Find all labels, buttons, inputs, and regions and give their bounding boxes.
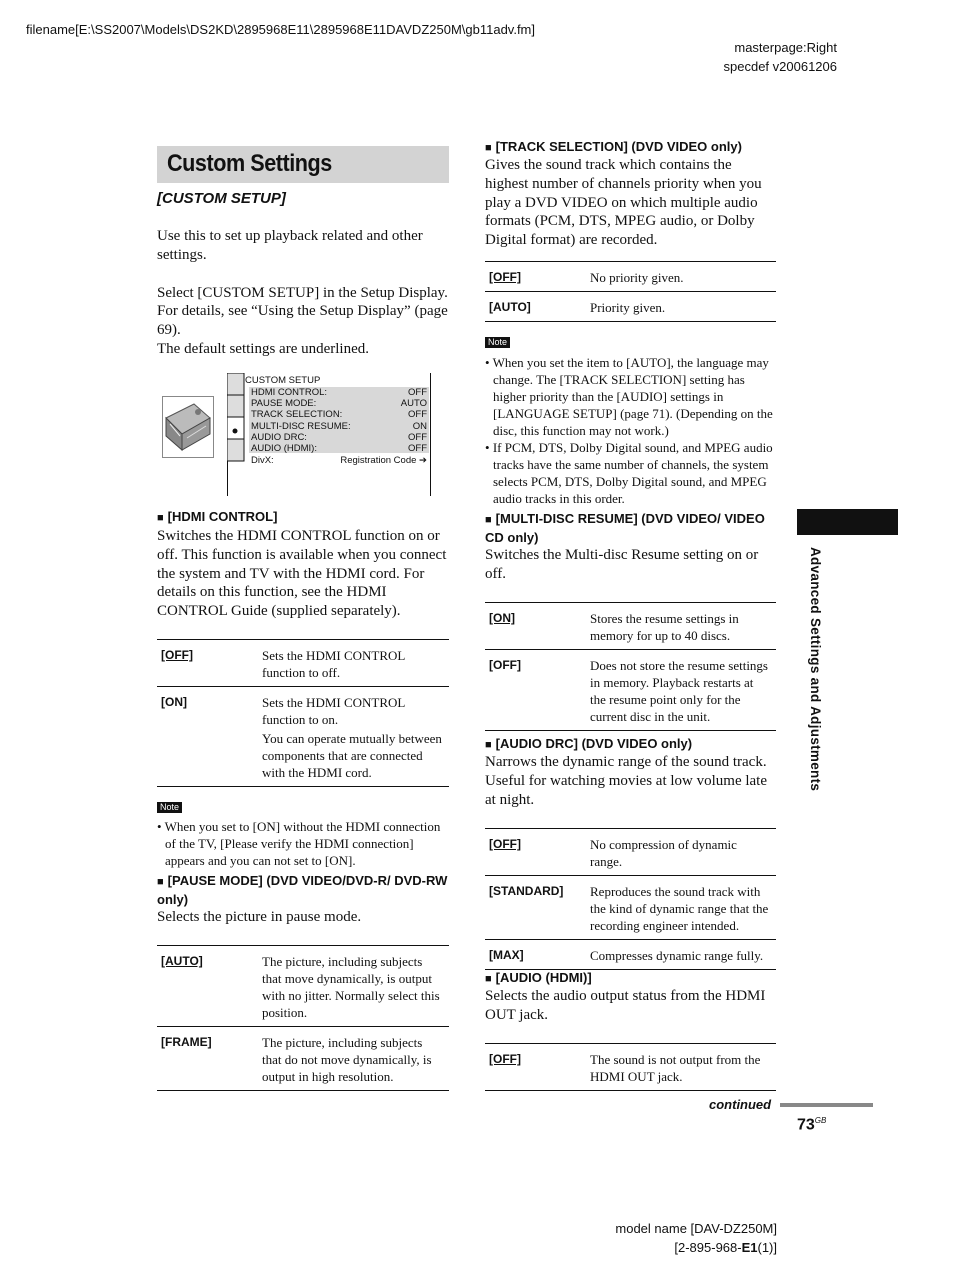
osd-row: TRACK SELECTION: OFF xyxy=(251,409,427,420)
page-title: Custom Settings xyxy=(167,150,332,177)
custom-setup-icon xyxy=(162,396,214,458)
header-filename: filename[E:\SS2007\Models\DS2KD\2895968E11\2895968E11DAVDZ250M\gb11adv.fm] xyxy=(26,22,535,37)
list-item: • If PCM, DTS, Dolby Digital sound, and MPEG audio tracks have the same number of channels, the system selects PCM, DTS, Dolby Digital sound, and MPEG audio tracks in this order. xyxy=(485,440,773,506)
continued-label: continued xyxy=(709,1097,772,1112)
intro-p1: Use this to set up playback related and other settings. xyxy=(157,228,423,263)
footer xyxy=(615,1219,777,1257)
table-row: [OFF] Does not store the resume settings in memory. Playback restarts at the resume point only for the current disc in the unit. xyxy=(485,650,776,731)
osd-row: DivX: Registration Code ➔ xyxy=(251,455,427,466)
audio-hdmi-heading: ■ [AUDIO (HDMI)] xyxy=(485,970,592,985)
table-row: [FRAME] The picture, including subjects that do not move dynamically, is output in high resolution. xyxy=(157,1027,449,1091)
table-row: [STANDARD] Reproduces the sound track with the kind of dynamic range that the recording engineer intended. xyxy=(485,876,776,940)
intro xyxy=(157,227,449,359)
note-badge: Note xyxy=(157,802,182,813)
audio-drc-desc: Narrows the dynamic range of the sound track. Useful for watching movies at low volume late at night. xyxy=(485,754,768,808)
multi-disc-table xyxy=(485,602,776,731)
intro-p2-l3: The default settings are underlined. xyxy=(157,340,370,357)
track-selection-desc: Gives the sound track which contains the highest number of channels priority when you play a DVD VIDEO on which multiple audio formats (PCM, DTS, MPEG audio, or Dolby Digital format) are recorded. xyxy=(485,157,762,249)
table-row: [OFF] The sound is not output from the HDMI OUT jack. xyxy=(485,1044,776,1091)
osd-panel xyxy=(245,375,431,467)
audio-drc-table xyxy=(485,828,776,970)
osd-row: AUDIO (HDMI): OFF xyxy=(251,443,427,454)
multi-disc-desc: Switches the Multi-disc Resume setting on or off. xyxy=(485,547,759,582)
hdmi-control-heading: ■ [HDMI CONTROL] xyxy=(157,509,278,524)
table-row: [OFF] No priority given. xyxy=(485,262,776,292)
audio-hdmi-table xyxy=(485,1043,776,1091)
pause-mode-heading: ■ [PAUSE MODE] (DVD VIDEO/DVD-R/ DVD-RW only) xyxy=(157,873,448,907)
audio-drc-heading: ■ [AUDIO DRC] (DVD VIDEO only) xyxy=(485,736,693,751)
osd-row: MULTI-DISC RESUME: ON xyxy=(251,421,427,432)
table-row: [MAX] Compresses dynamic range fully. xyxy=(485,940,776,970)
section-subtitle: [CUSTOM SETUP] xyxy=(157,190,286,207)
table-row: [OFF] No compression of dynamic range. xyxy=(485,829,776,876)
hdmi-control-table xyxy=(157,639,449,787)
custom-setup-osd xyxy=(227,373,431,496)
track-selection-heading: ■ [TRACK SELECTION] (DVD VIDEO only) xyxy=(485,139,742,154)
page-number: $73^{GB}$ xyxy=(797,1116,827,1134)
footer-code: [2-895-968-E1(1)] xyxy=(674,1240,777,1255)
header-masterpage: masterpage:Right xyxy=(734,40,837,55)
footer-model: model name [DAV-DZ250M] xyxy=(615,1221,777,1236)
note-badge: Note xyxy=(485,337,510,348)
header-right xyxy=(724,38,837,76)
table-row: [AUTO] The picture, including subjects that move dynamically, is output with no jitter. Normally select this position. xyxy=(157,946,449,1027)
continued-bar xyxy=(780,1103,873,1107)
osd-title: CUSTOM SETUP xyxy=(245,375,321,386)
pause-mode-desc: Selects the picture in pause mode. xyxy=(157,909,362,925)
table-row: [AUTO] Priority given. xyxy=(485,292,776,322)
hdmi-control-desc: Switches the HDMI CONTROL function on or off. This function is available when you connect the system and TV with the HDMI cord. For details on this function, see the HDMI CONTROL Guide (supplied separately). xyxy=(157,528,447,620)
pause-mode-table xyxy=(157,945,449,1091)
table-row: [OFF] Sets the HDMI CONTROL function to off. xyxy=(157,640,449,687)
multi-disc-heading: ■ [MULTI-DISC RESUME] (DVD VIDEO/ VIDEO CD only) xyxy=(485,511,765,545)
table-row: [ON] Stores the resume settings in memory for up to 40 discs. xyxy=(485,603,776,650)
track-selection-table xyxy=(485,261,776,322)
list-item: • When you set the item to [AUTO], the language may change. The [TRACK SELECTION] setting has higher priority than the [AUDIO] settings in [LANGUAGE SETUP] (page 71). (Depending on the disc, this function may not work.) xyxy=(485,355,773,438)
intro-p2-l1: Select [CUSTOM SETUP] in the Setup Display. xyxy=(157,284,448,301)
osd-row: AUDIO DRC: OFF xyxy=(251,432,427,443)
osd-row: HDMI CONTROL: OFF xyxy=(251,387,427,398)
intro-p2-l2: For details, see “Using the Setup Display” (page 69). xyxy=(157,303,448,339)
track-selection-note xyxy=(485,332,776,507)
table-row: [ON] Sets the HDMI CONTROL function to on. You can operate mutually between components that are connected with the HDMI cord. xyxy=(157,687,449,787)
header-specdef: specdef v20061206 xyxy=(723,59,837,74)
osd-row: PAUSE MODE: AUTO xyxy=(251,398,427,409)
section-tab-label: Advanced Settings and Adjustments xyxy=(808,547,823,792)
section-tab xyxy=(797,509,898,535)
page-title-bar xyxy=(157,146,449,183)
audio-hdmi-desc: Selects the audio output status from the HDMI OUT jack. xyxy=(485,988,766,1023)
hdmi-note: Note • When you set to [ON] without the HDMI connection of the TV, [Please verify the HDMI connection] appears and you can not set to [ON]. xyxy=(157,802,441,868)
